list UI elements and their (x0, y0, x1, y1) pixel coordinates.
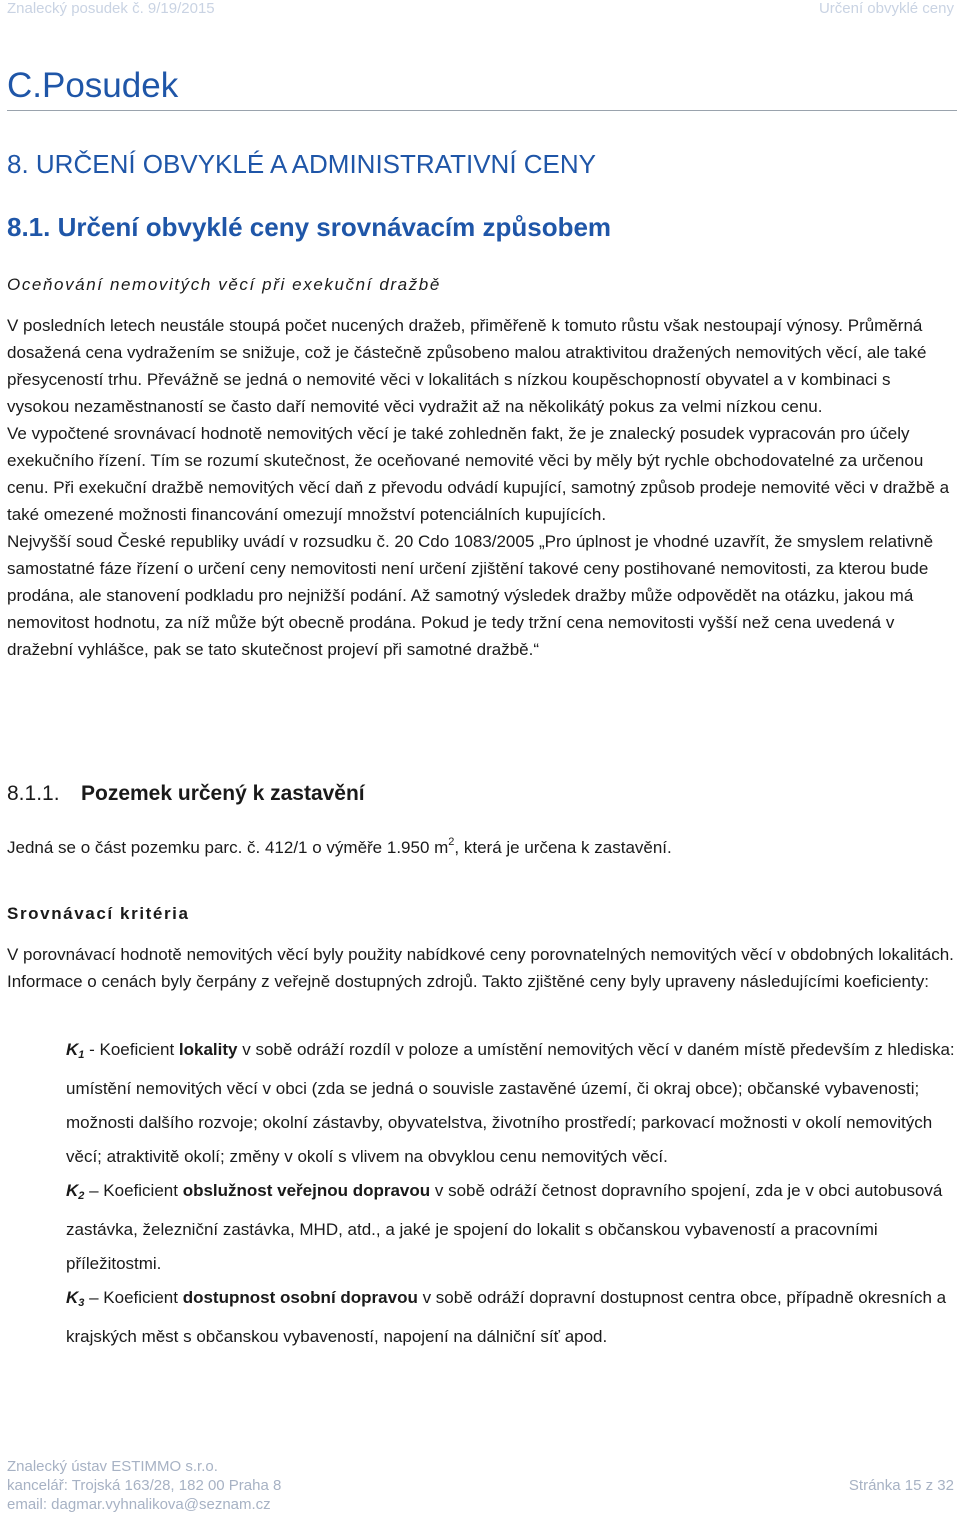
coefficient-prefix: – Koeficient (84, 1288, 183, 1307)
title-divider (7, 110, 957, 111)
section-title: C.Posudek (7, 66, 179, 105)
footer-company: Znalecký ústav ESTIMMO s.r.o. (7, 1458, 218, 1475)
coefficient-symbol: $K_2$ (66, 1181, 85, 1202)
coefficient-item (66, 1033, 958, 1174)
coefficient-item (66, 1174, 958, 1281)
paragraph-supreme-court-quote: Nejvyšší soud České republiky uvádí v rozsudku č. 20 Cdo 1083/2005 „Pro úplnost je vhodné uzavřít, že smyslem relativně samostatné fáze řízení o určení ceny nemovitosti není určení zjištění takové ceny postihované nemovitosti, za kterou bude prodána, ale stanovení podkladu pro nejnižší podání. Až samotný výsledek dražby může odpovědět na otázku, jakou má nemovitost hodnotu, za níž může být obecně prodána. Pokud je tedy tržní cena nemovitosti vyšší než cena uvedená v dražební vyhlášce, pak se tato skutečnost projeví při samotné dražbě.“ (7, 532, 934, 659)
subsection-number: 8.1.1. (7, 782, 60, 805)
subsection-title: Pozemek určený k zastavění (81, 782, 365, 805)
intro-text-block (7, 312, 957, 663)
coefficient-prefix: – Koeficient (84, 1181, 183, 1200)
paragraph-auction-yields: V posledních letech neustále stoupá počet nucených dražeb, přiměřeně k tomuto růstu však nestoupají výnosy. Průměrná dosažená cena vydražením se snižuje, což je částečně způsobeno malou atraktivitou dražených nemovitých věcí, ale také přesyceností trhu. Převážně se jedná o nemovité věci v lokalitách s nízkou koupěschopností obyvatel a v kombinaci s vysokou nezaměstnaností se často daří nemovité věci vydražit až na několikátý pokus za velmi nízkou cenu. (7, 316, 927, 416)
valuation-subtitle: Oceňování nemovitých věcí při exekuční dražbě (7, 275, 441, 294)
page-number: Stránka 15 z 32 (848, 1477, 954, 1494)
coefficient-item (66, 1281, 958, 1354)
coefficient-symbol: $K_3$ (66, 1288, 85, 1309)
coefficient-name: obslužnost veřejnou dopravou (182, 1181, 431, 1200)
parcel-text: Jedná se o část pozemku parc. č. 412/1 o výměře 1.950 m (7, 838, 449, 857)
parcel-text-end: , která je určena k zastavění. (454, 838, 672, 857)
footer-email: email: dagmar.vyhnalikova@seznam.cz (7, 1496, 271, 1513)
coefficient-description: v sobě odráží rozdíl v poloze a umístění nemovitých věcí v daném místě především z hlediska: umístění nemovitých věcí v obci (zda se jedná o souvisle zastavěné území, či okraj obce); občanské vybavenosti; možnosti dalšího rozvoje; okolní zástavby, obyvatelstva, životního prostředí; parkovací možnosti v okolí nemovitých věcí; atraktivitě okolí; změny v okolí s vlivem na obvyklou cenu nemovitých věcí. (66, 1040, 955, 1166)
criteria-heading: Srovnávací kritéria (7, 904, 190, 923)
coefficient-list (66, 1033, 958, 1354)
coefficient-name: lokality (178, 1040, 238, 1059)
footer-office-address: kancelář: Trojská 163/28, 182 00 Praha 8 (7, 1477, 282, 1494)
coefficient-description: v sobě odráží dopravní dostupnost centra obce, případně okresních a krajských měst s občanskou vybaveností, napojení na dálniční síť apod. (66, 1288, 947, 1346)
area-unit-superscript: 2 (448, 836, 455, 848)
paragraph-enforcement-purpose: Ve vypočtené srovnávací hodnotě nemovitých věcí je také zohledněn fakt, že je znalecký posudek vypracován pro účely exekučního řízení. Tím se rozumí skutečnost, že oceňované nemovité věci by měly být rychle obchodovatelné za určenou cenu. Při exekuční dražbě nemovitých věcí daň z převodu odvádí kupující, samotný způsob prodeje nemovité věci v dražbě a také omezené možnosti financování omezují množství potenciálních kupujících. (7, 424, 950, 524)
header-document-id: Znalecký posudek č. 9/19/2015 (7, 0, 215, 17)
header-section-name: Určení obvyklé ceny (818, 0, 954, 17)
subsection-heading (7, 782, 365, 806)
coefficient-prefix: - Koeficient (84, 1040, 179, 1059)
coefficient-name: dostupnost osobní dopravou (182, 1288, 418, 1307)
chapter-heading: 8. URČENÍ OBVYKLÉ A ADMINISTRATIVNÍ CENY (7, 149, 596, 179)
subchapter-heading: 8.1. Určení obvyklé ceny srovnávacím způsobem (7, 212, 612, 242)
coefficient-description: v sobě odráží četnost dopravního spojení, zda je v obci autobusová zastávka, železniční zastávka, MHD, atd., a jaké je spojení do lokalit s občanskou vybaveností a pracovními příležitostmi. (66, 1181, 943, 1273)
criteria-intro: V porovnávací hodnotě nemovitých věcí byly použity nabídkové ceny porovnatelných nemovitých věcí v obdobných lokalitách. Informace o cenách byly čerpány z veřejně dostupných zdrojů. Takto zjištěné ceny byly upraveny následujícími koeficienty: (7, 945, 954, 991)
parcel-description (7, 836, 672, 858)
coefficient-symbol: $K_1$ (66, 1040, 85, 1061)
